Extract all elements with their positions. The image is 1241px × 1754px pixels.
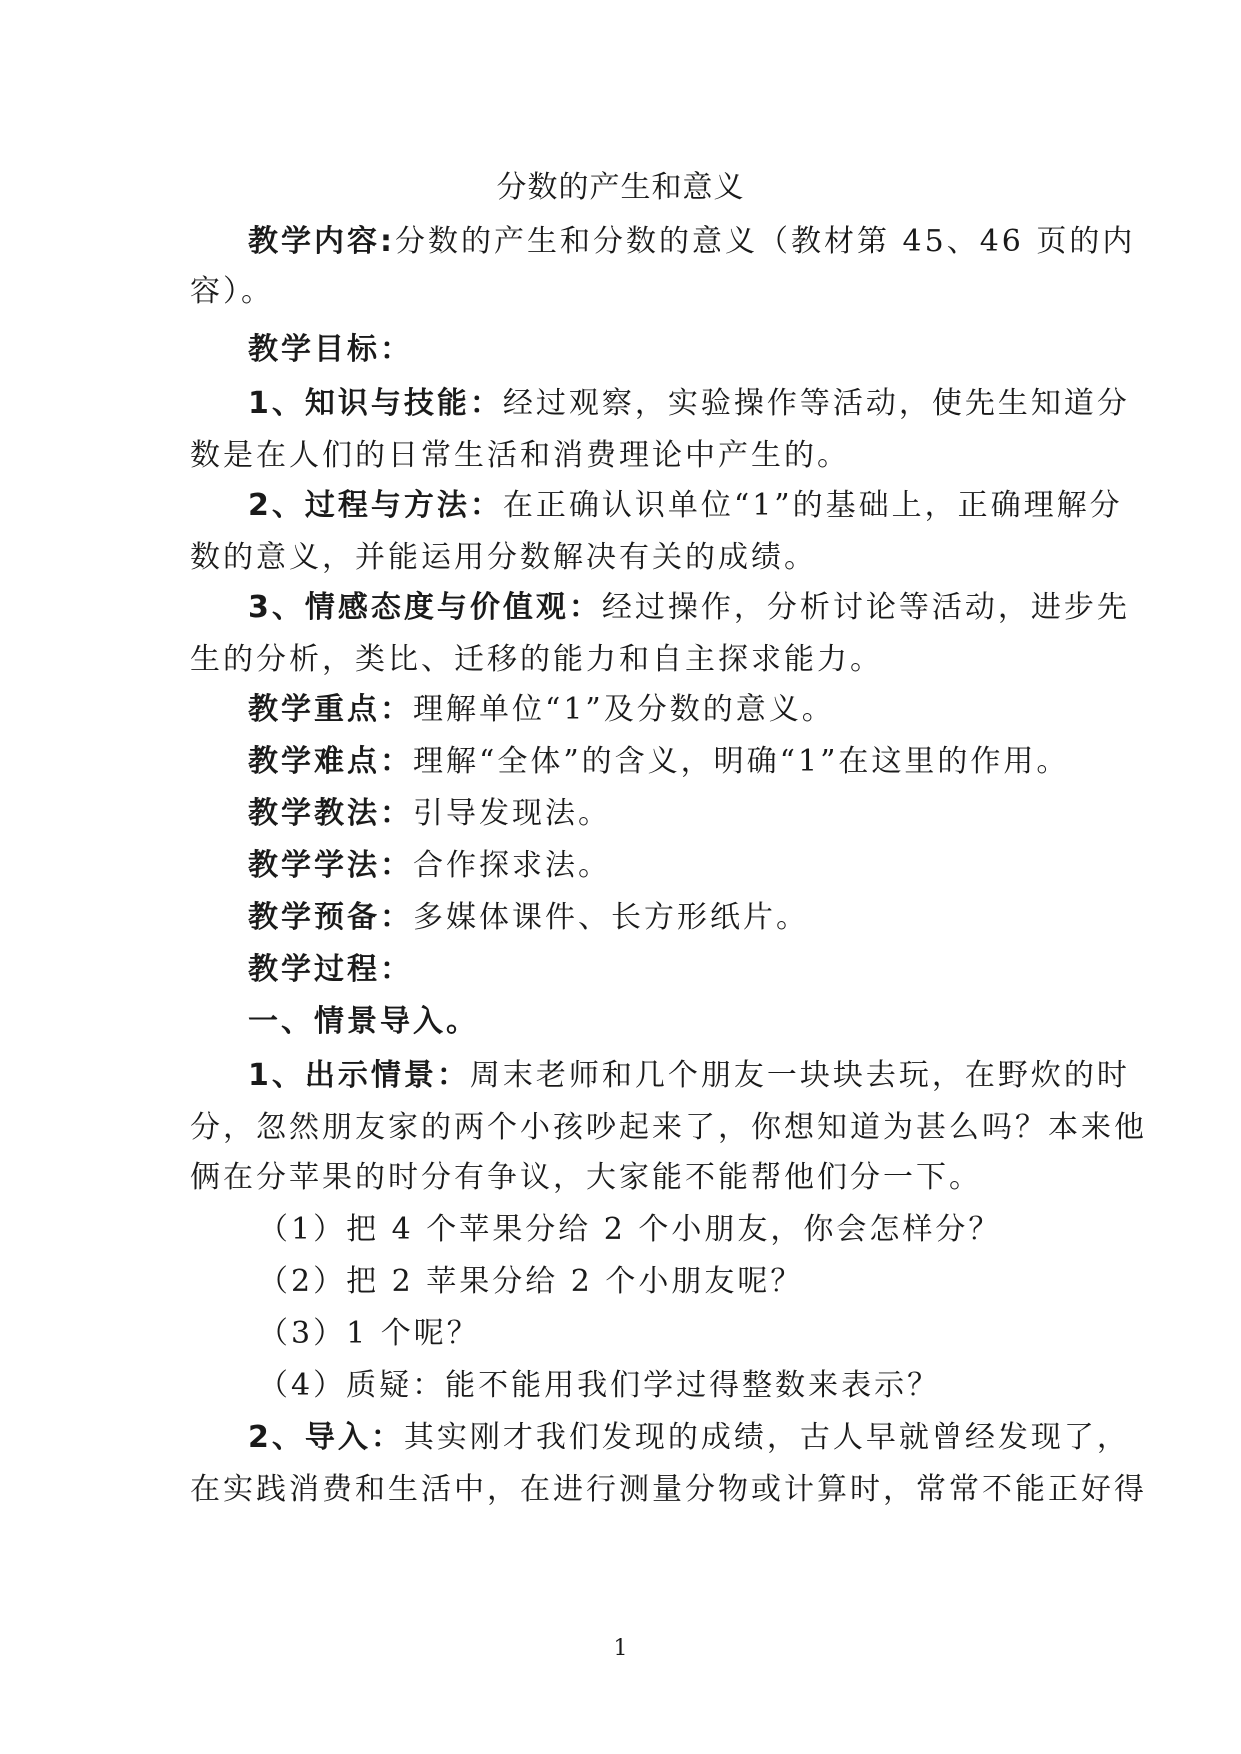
question-4: （4）质疑：能不能用我们学过得整数来表示？ — [258, 1368, 941, 1403]
teaching-method-line — [248, 794, 1060, 834]
key-label: 教学重点： — [248, 692, 413, 727]
goal3-text-1: 经过操作，分析讨论等活动，进步先 — [601, 590, 1130, 625]
difficult-text: 理解“全体”的含义，明确“1”在这里的作用。 — [413, 744, 1070, 779]
scene-label: 1、出示情景： — [248, 1058, 470, 1093]
goal2-label: 2、过程与方法： — [248, 488, 503, 523]
goal2-line-2: 数的意义，并能运用分数解决有关的成绩。 — [190, 540, 817, 575]
question-1: （1）把 4 个苹果分给 2 个小朋友，你会怎样分？ — [258, 1212, 1002, 1247]
process-heading: 教学过程： — [248, 952, 413, 987]
question-2: （2）把 2 苹果分给 2 个小朋友呢？ — [258, 1264, 804, 1299]
goal1-text-1: 经过观察，实验操作等活动，使先生知道分 — [502, 386, 1130, 421]
goal3-label: 3、情感态度与价值观： — [248, 590, 602, 625]
scene-line-3: 俩在分苹果的时分有争议，大家能不能帮他们分一下。 — [190, 1160, 982, 1195]
goal3-line-1 — [248, 588, 1130, 628]
prep-text: 多媒体课件、长方形纸片。 — [413, 900, 809, 935]
method-text: 引导发现法。 — [413, 796, 611, 831]
scene-line-2: 分，忽然朋友家的两个小孩吵起来了，你想知道为甚么吗？本来他 — [190, 1110, 1147, 1145]
study-label: 教学学法： — [248, 848, 413, 883]
content-line-2: 容）。 — [190, 274, 274, 309]
content-text-1: 分数的产生和分数的意义（教材第 45、46 页的内 — [395, 224, 1136, 259]
goal3-line-2: 生的分析，类比、迁移的能力和自主探求能力。 — [190, 642, 883, 677]
study-method-line — [248, 846, 1060, 886]
goal1-line-2: 数是在人们的日常生活和消费理论中产生的。 — [190, 438, 850, 473]
page-number: 1 — [613, 1636, 628, 1661]
section1-heading: 一、情景导入。 — [248, 1004, 479, 1039]
goal1-label: 1、知识与技能： — [248, 386, 503, 421]
difficult-point-line — [248, 742, 1070, 782]
difficult-label: 教学难点： — [248, 744, 413, 779]
goals-heading: 教学目标： — [248, 332, 413, 367]
intro-label: 2、导入： — [248, 1420, 404, 1455]
intro-line-2: 在实践消费和生活中，在进行测量分物或计算时，常常不能正好得 — [190, 1472, 1147, 1507]
key-point-line — [248, 690, 1060, 730]
intro-text-1: 其实刚才我们发现的成绩，古人早就曾经发现了， — [403, 1420, 1130, 1455]
content-label: 教学内容: — [248, 224, 395, 259]
content-line-1 — [248, 222, 1136, 262]
page-title: 分数的产生和意义 — [496, 170, 745, 205]
goal1-line-1 — [248, 384, 1130, 424]
method-label: 教学教法： — [248, 796, 413, 831]
question-3: （3）1 个呢？ — [258, 1316, 480, 1351]
goal2-text-1: 在正确认识单位“1”的基础上，正确理解分 — [502, 488, 1123, 523]
key-text: 理解单位“1”及分数的意义。 — [413, 692, 835, 727]
scene-text-1: 周末老师和几个朋友一块块去玩，在野炊的时 — [469, 1058, 1130, 1093]
intro-line-1 — [248, 1418, 1130, 1458]
scene-line-1 — [248, 1056, 1130, 1096]
goal2-line-1 — [248, 486, 1123, 526]
prep-label: 教学预备： — [248, 900, 413, 935]
preparation-line — [248, 898, 1060, 938]
study-text: 合作探求法。 — [413, 848, 611, 883]
